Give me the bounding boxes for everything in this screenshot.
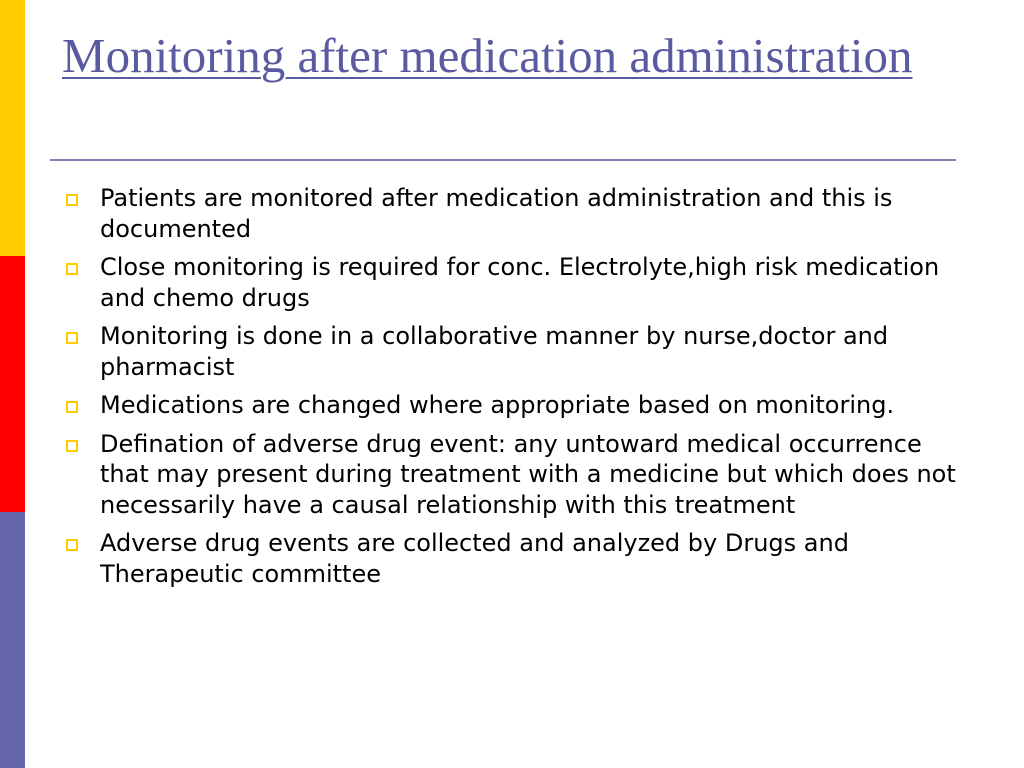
side-bar-red-segment xyxy=(0,256,25,512)
side-bar-yellow-segment xyxy=(0,0,25,256)
square-bullet-icon xyxy=(66,401,78,413)
bullet-text: Adverse drug events are collected and analyzed by Drugs and Therapeutic committee xyxy=(100,529,849,588)
bullet-item xyxy=(66,429,966,521)
bullet-text: Close monitoring is required for conc. Electrolyte,high risk medication and chemo drugs xyxy=(100,253,940,312)
bullet-item xyxy=(66,390,966,421)
side-color-bar xyxy=(0,0,25,768)
square-bullet-icon xyxy=(66,194,78,206)
square-bullet-icon xyxy=(66,332,78,344)
square-bullet-icon xyxy=(66,539,78,551)
side-bar-blue-segment xyxy=(0,512,25,768)
square-bullet-icon xyxy=(66,440,78,452)
square-bullet-icon xyxy=(66,263,78,275)
bullet-item xyxy=(66,252,966,313)
bullet-text: Monitoring is done in a collaborative manner by nurse,doctor and pharmacist xyxy=(100,322,889,381)
title-divider xyxy=(50,159,956,161)
bullet-list xyxy=(66,183,966,597)
bullet-text: Defination of adverse drug event: any untoward medical occurrence that may present during treatment with a medicine but which does not necessarily have a causal relationship with this treatment xyxy=(100,429,956,519)
bullet-item xyxy=(66,183,966,244)
bullet-text: Patients are monitored after medication administration and this is documented xyxy=(100,184,893,243)
bullet-item xyxy=(66,321,966,382)
bullet-item xyxy=(66,528,966,589)
slide-title: Monitoring after medication administration xyxy=(62,28,913,83)
bullet-text: Medications are changed where appropriate based on monitoring. xyxy=(100,391,895,419)
